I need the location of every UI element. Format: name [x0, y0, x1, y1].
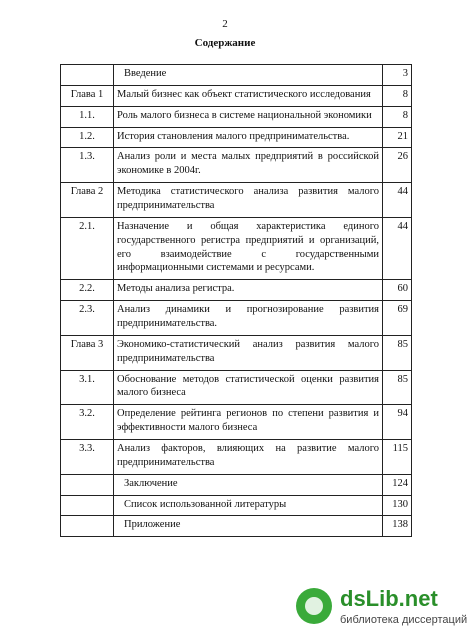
page-number: 2	[222, 18, 228, 30]
toc-number	[61, 516, 114, 537]
toc-title: Заключение	[114, 474, 383, 495]
toc-row-2-2	[61, 280, 412, 301]
watermark-name: dsLib.net	[340, 586, 438, 611]
toc-number: 3.2.	[61, 405, 114, 440]
toc-row-3-1	[61, 370, 412, 405]
toc-page: 26	[383, 148, 412, 183]
toc-row-2-3	[61, 301, 412, 336]
toc-page: 60	[383, 280, 412, 301]
toc-row-3-2	[61, 405, 412, 440]
toc-number: 3.1.	[61, 370, 114, 405]
toc-title: Малый бизнес как объект статистического исследования	[114, 85, 383, 106]
toc-page: 130	[383, 495, 412, 516]
toc-row-references	[61, 495, 412, 516]
toc-title: Обоснование методов статистической оценки развития малого бизнеса	[114, 370, 383, 405]
toc-title: Приложение	[114, 516, 383, 537]
toc-page: 3	[383, 65, 412, 86]
toc-page: 94	[383, 405, 412, 440]
toc-title: Роль малого бизнеса в системе национальной экономики	[114, 106, 383, 127]
page-title: Содержание	[194, 37, 256, 49]
toc-title: Методика статистического анализа развития малого предпринимательства	[114, 183, 383, 218]
toc-number: Глава 2	[61, 183, 114, 218]
toc-page: 85	[383, 335, 412, 370]
dslib-watermark[interactable]	[296, 586, 467, 634]
toc-number: 1.1.	[61, 106, 114, 127]
toc-title: Экономико-статистический анализ развития малого предпринимательства	[114, 335, 383, 370]
toc-row-conclusion	[61, 474, 412, 495]
toc-number	[61, 65, 114, 86]
toc-page: 8	[383, 85, 412, 106]
toc-title: Список использованной литературы	[114, 495, 383, 516]
toc-row-chapter-1	[61, 85, 412, 106]
toc-page: 21	[383, 127, 412, 148]
toc-row-3-3	[61, 440, 412, 475]
toc-number: 2.1.	[61, 217, 114, 279]
watermark-subtitle: библиотека диссертаций	[340, 614, 467, 626]
toc-title: Определение рейтинга регионов по степени развития и эффективности малого бизнеса	[114, 405, 383, 440]
toc-page: 115	[383, 440, 412, 475]
toc-row-chapter-3	[61, 335, 412, 370]
toc-title: Анализ динамики и прогнозирование развития предпринимательства.	[114, 301, 383, 336]
toc-number	[61, 495, 114, 516]
dslib-logo-icon	[296, 588, 332, 624]
toc-number: 2.3.	[61, 301, 114, 336]
toc-number: Глава 1	[61, 85, 114, 106]
toc-row-introduction	[61, 65, 412, 86]
toc-title: Анализ роли и места малых предприятий в российской экономике в 2004г.	[114, 148, 383, 183]
toc-row-1-2	[61, 127, 412, 148]
toc-row-1-1	[61, 106, 412, 127]
toc-number: 1.2.	[61, 127, 114, 148]
toc-number	[61, 474, 114, 495]
table-of-contents	[60, 64, 412, 537]
toc-page: 44	[383, 183, 412, 218]
toc-page: 44	[383, 217, 412, 279]
toc-row-appendix	[61, 516, 412, 537]
toc-title: Назначение и общая характеристика единого государственного регистра предприятий и организаций, его взаимодействие с государственными информационными системами и ресурсами.	[114, 217, 383, 279]
toc-title: Анализ факторов, влияющих на развитие малого предпринимательства	[114, 440, 383, 475]
toc-page: 124	[383, 474, 412, 495]
toc-row-chapter-2	[61, 183, 412, 218]
toc-number: 2.2.	[61, 280, 114, 301]
toc-row-1-3	[61, 148, 412, 183]
toc-title: Методы анализа регистра.	[114, 280, 383, 301]
toc-page: 85	[383, 370, 412, 405]
toc-title: Введение	[114, 65, 383, 86]
toc-number: Глава 3	[61, 335, 114, 370]
toc-number: 1.3.	[61, 148, 114, 183]
toc-row-2-1	[61, 217, 412, 279]
toc-title: История становления малого предпринимательства.	[114, 127, 383, 148]
toc-page: 8	[383, 106, 412, 127]
toc-page: 69	[383, 301, 412, 336]
toc-page: 138	[383, 516, 412, 537]
toc-number: 3.3.	[61, 440, 114, 475]
